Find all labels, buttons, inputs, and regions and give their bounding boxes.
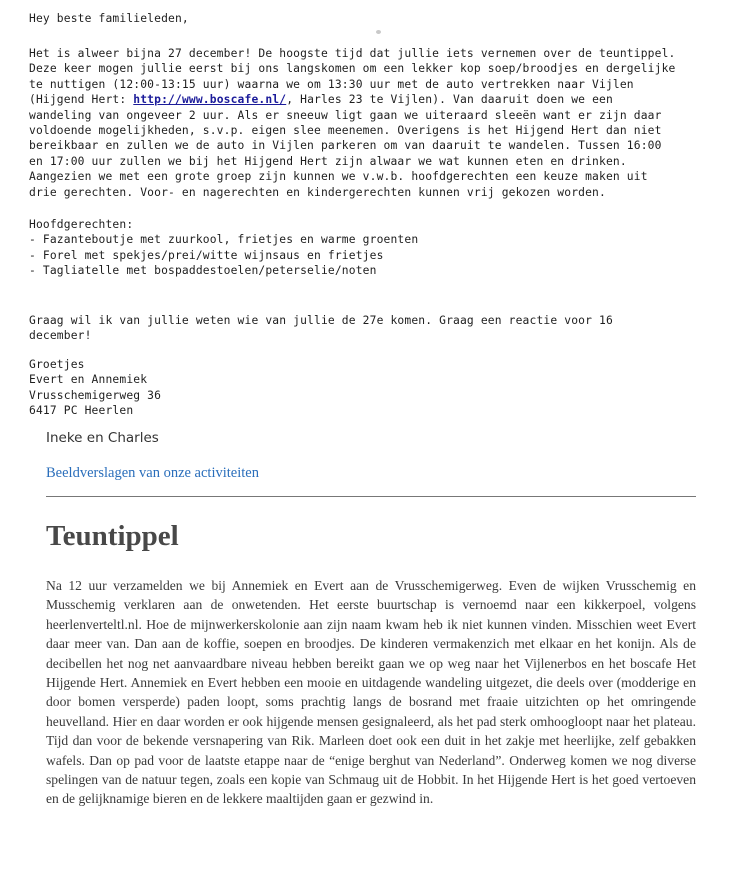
divider [46,496,696,497]
email-body-start: Het is alweer bijna 27 december! De hoogste tijd dat jullie iets vernemen over de teuntippel. Deze keer mogen jullie eerst bij ons langskomen om een lekker kop soep/broodjes en dergelijke te nuttigen (12:00-13:15 uur) waarna we om 13:30 uur met de auto vertrekken naar Vijlen (Hijgend Hert: [29,47,676,107]
article-title: Teuntippel [46,520,179,552]
signature [29,357,161,419]
menu-item: - Fazanteboutje met zuurkool, frietjes en warme groenten [29,233,419,247]
reply-request: Graag wil ik van jullie weten wie van jullie de 27e komen. Graag een reactie voor 16 december! [29,314,613,343]
boscafe-link[interactable]: http://www.boscafe.nl/ [133,93,287,107]
menu-heading: Hoofdgerechten: [29,218,134,231]
signature-line: 6417 PC Heerlen [29,404,134,418]
activities-link[interactable]: Beeldverslagen van onze activiteiten [46,465,259,481]
signature-line: Vrusschemigerweg 36 [29,388,162,402]
menu-item: - Forel met spekjes/prei/witte wijnsaus en frietjes [29,248,384,262]
menu-item: - Tagliatelle met bospaddestoelen/peterselie/noten [29,264,377,278]
website-name: Ineke en Charles [46,430,159,446]
email-body [29,46,675,200]
menu-section [29,217,418,279]
signature-line: Evert en Annemiek [29,373,148,387]
email-body-end: , Harles 23 te Vijlen). Van daaruit doen we een wandeling van ongeveer 2 uur. Als er sneeuw ligt gaan we uiteraard sleeën want er zijn daar voldoende mogelijkheden, s.v.p. eigen slee meenemen. Overigens is het Hijgend Hert dan niet bereikbaar en zullen we de auto in Vijlen parkeren om van daaruit te wandelen. Tussen 16:00 en 17:00 uur zullen we bij het Hijgend Hert zijn alwaar we wat kunnen eten en drinken. Aangezien we met een grote groep zijn kunnen we v.w.b. hoofdgerechten een keuze maken uit drie gerechten. Voor- en nagerechten en kindergerechten kunnen vrij gekozen worden. [29,93,662,199]
email-greeting: Hey beste familieleden, [29,12,189,25]
signature-line: Groetjes [29,358,85,371]
scan-speck [376,30,381,34]
article-text: Na 12 uur verzamelden we bij Annemiek en Evert aan de Vrusschemigerweg. Even de wijken Vrusschemig en Musschemig verklaren aan de onwetenden. Het eerste buurtschap is vernoemd naar een kikkerpoel, volgens heerlenverteltl.nl. Hoe de mijnwerkerskolonie aan zijn naam kwam heb ik niet kunnen vinden. Misschien weet Evert daar meer van. Dan aan de koffie, soepen en broodjes. De kinderen vermakenzich met elkaar en het konijn. Als de decibellen het nog net aanvaardbare niveau hebben bereikt gaan we op weg naar het Vijlenerbos en het boscafe Het Hijgende Hert. Annemiek en Evert hebben een mooie en uitdagende wandeling uitgezet, die deels over (modderige en door bomen versperde) paden loopt, soms prachtig langs de bosrand met fraaie uitzichten op het omringende heuvelland. Hier en daar worden er ook hijgende mensen gesignaleerd, als het pad sterk omhoogloopt naar het plateau. Tijd dan voor de bekende versnapering van Rik. Marleen doet ook een duit in het zakje met heerlijke, zelf gebakken wafels. Dan op pad voor de laatste etappe naar de “enige berghut van Nederland”. Onderweg komen we nog diverse spelingen van de natuur tegen, zoals een kopie van Schmaug uit de Hobbit. In het Hijgende Hert is het goed vertoeven en de gelijknamige bieren en de lekkere maaltijden gaan er gezwind in. [46,578,696,807]
